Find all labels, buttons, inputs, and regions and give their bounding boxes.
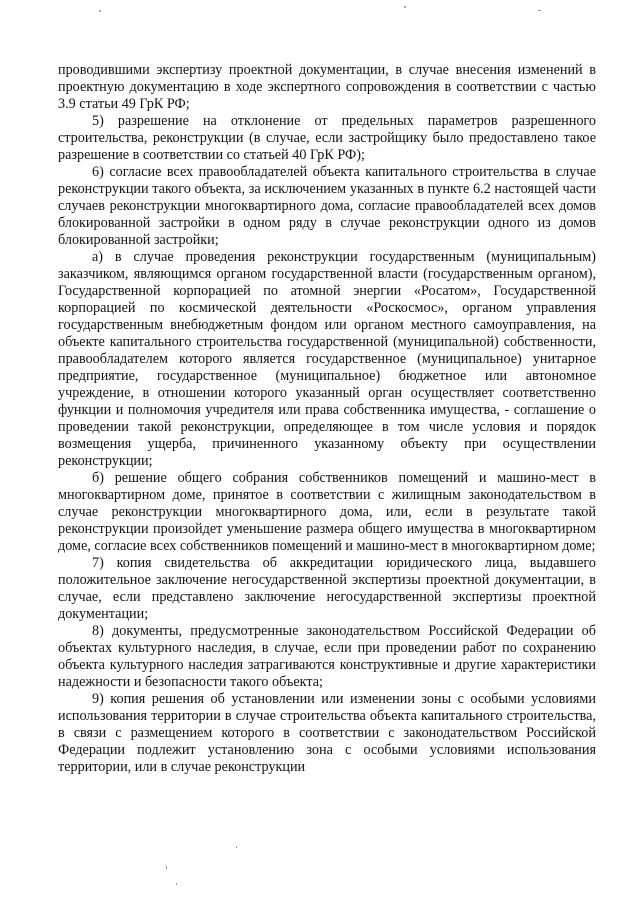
scan-speck	[99, 10, 101, 12]
document-body	[58, 62, 596, 776]
scan-speck	[166, 866, 167, 869]
paragraph-item-5: 5) разрешение на отклонение от предельных параметров разрешенного строительства, реконструкции (в случае, если застройщику было предоставлено такое разрешение в соответствии со статьей 40 ГрК РФ);	[58, 113, 596, 163]
paragraph-item-9: 9) копия решения об установлении или изменении зоны с особыми условиями использования территории в случае строительства объекта капитального строительства, в связи с размещением которого в соответствии с законодательством Российской Федерации подлежит установлению зона с особыми условиями использования территории, или в случае реконструкции	[58, 691, 596, 775]
scan-speck	[404, 6, 406, 8]
paragraph-subitem-a: а) в случае проведения реконструкции государственным (муниципальным) заказчиком, являющимся органом государственной власти (государственным органом), Государственной корпорацией по атомной энергии «Росатом», Государственной корпорацией по космической деятельности «Роскосмос», органом управления государственным внебюджетным фондом или органом местного самоуправления, на объекте капитального строительства государственной (муниципальной) собственности, правообладателем которого является государственное (муниципальное) унитарное предприятие, государственное (муниципальное) бюджетное или автономное учреждение, в отношении которого указанный орган осуществляет соответственно функции и полномочия учредителя или права собственника имущества, - соглашение о проведении такой реконструкции, определяющее в том числе условия и порядок возмещения ущерба, причиненного указанному объекту при осуществлении реконструкции;	[58, 249, 596, 469]
scan-speck	[236, 846, 237, 848]
scan-speck	[176, 883, 177, 885]
paragraph-item-8: 8) документы, предусмотренные законодательством Российской Федерации об объектах культурного наследия, в случае, если при проведении работ по сохранению объекта культурного наследия затрагиваются конструктивные и другие характеристики надежности и безопасности такого объекта;	[58, 623, 596, 690]
paragraph-item-6: 6) согласие всех правообладателей объекта капитального строительства в случае реконструкции такого объекта, за исключением указанных в пункте 6.2 настоящей части случаев реконструкции многоквартирного дома, согласие правообладателей всех домов блокированной застройки в одном ряду в случае реконструкции одного из домов блокированной застройки;	[58, 164, 596, 248]
paragraph-item-7: 7) копия свидетельства об аккредитации юридического лица, выдавшего положительное заключение негосударственной экспертизы проектной документации, в случае, если представлено заключение негосударственной экспертизы проектной документации;	[58, 555, 596, 622]
scan-speck	[538, 10, 541, 11]
paragraph-subitem-b: б) решение общего собрания собственников помещений и машино-мест в многоквартирном доме, принятое в соответствии с жилищным законодательством в случае реконструкции многоквартирного дома, или, если в результате такой реконструкции произойдет уменьшение размера общего имущества в многоквартирном доме, согласие всех собственников помещений и машино-мест в многоквартирном доме;	[58, 470, 596, 554]
paragraph-continuation: проводившими экспертизу проектной документации, в случае внесения изменений в проектную документацию в ходе экспертного сопровождения в соответствии с частью 3.9 статьи 49 ГрК РФ;	[58, 62, 596, 112]
